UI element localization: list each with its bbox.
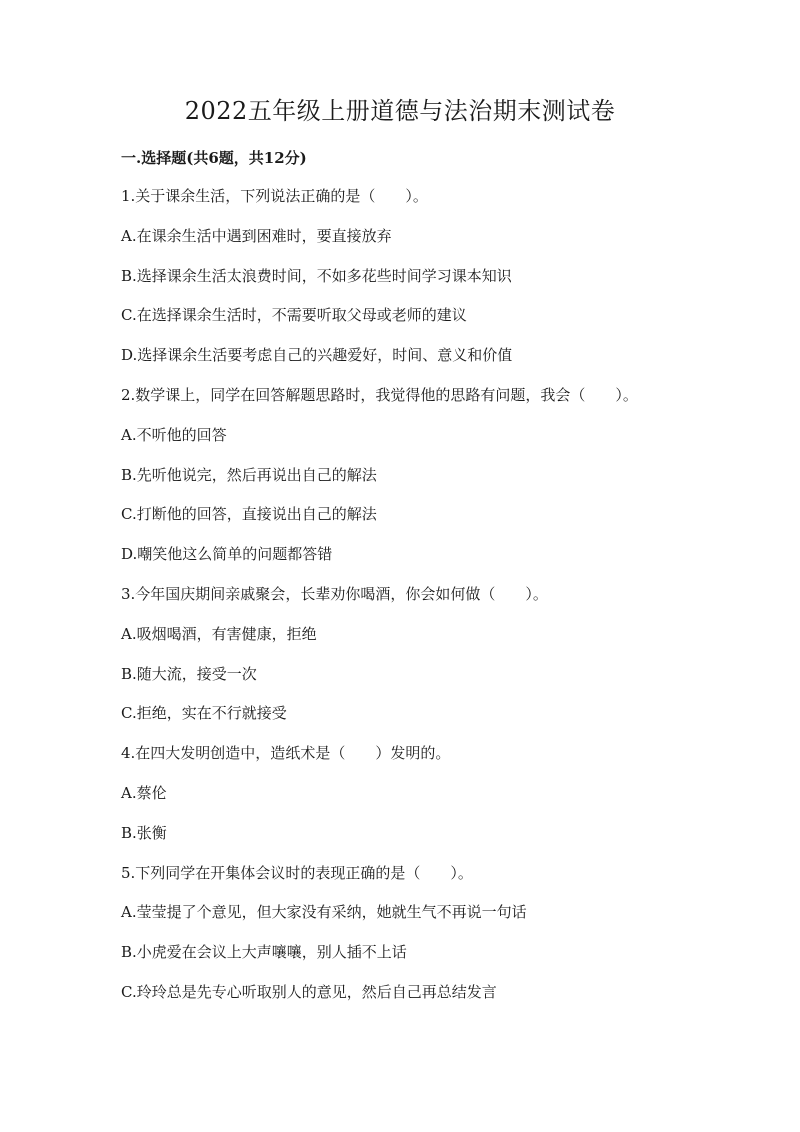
question-1-option-a: A.在课余生活中遇到困难时，要直接放弃 [121, 226, 392, 245]
question-5-option-a: A.莹莹提了个意见，但大家没有采纳，她就生气不再说一句话 [121, 903, 527, 922]
question-2-option-c: C.打断他的回答，直接说出自己的解法 [121, 505, 377, 524]
question-1: 1.关于课余生活，下列说法正确的是（ ）。 [121, 187, 428, 205]
section-heading: 一.选择题(共6题，共12分) [121, 149, 307, 167]
question-2: 2.数学课上，同学在回答解题思路时，我觉得他的思路有问题，我会（ ）。 [121, 385, 638, 404]
question-4-option-b: B.张衡 [121, 823, 167, 842]
question-list [121, 184, 741, 1020]
question-2-option-d: D.嘲笑他这么简单的问题都答错 [121, 545, 333, 564]
question-3-option-b: B.随大流，接受一次 [121, 664, 257, 683]
question-4-option-a: A.蔡伦 [121, 783, 167, 802]
question-5-option-c: C.玲玲总是先专心听取别人的意见，然后自己再总结发言 [121, 982, 497, 1001]
exam-title: 2022五年级上册道德与法治期末测试卷 [184, 97, 616, 125]
question-1-option-b: B.选择课余生活太浪费时间，不如多花些时间学习课本知识 [121, 266, 512, 285]
question-5: 5.下列同学在开集体会议时的表现正确的是（ ）。 [121, 863, 473, 882]
question-3: 3.今年国庆期间亲戚聚会，长辈劝你喝酒，你会如何做（ ）。 [121, 584, 548, 603]
question-2-option-b: B.先听他说完，然后再说出自己的解法 [121, 465, 377, 484]
question-5-option-b: B.小虎爱在会议上大声嚷嚷，别人插不上话 [121, 943, 407, 962]
question-4: 4.在四大发明创造中，造纸术是（ ）发明的。 [121, 744, 451, 763]
question-1-option-d: D.选择课余生活要考虑自己的兴趣爱好，时间、意义和价值 [121, 346, 513, 365]
question-3-option-a: A.吸烟喝酒，有害健康，拒绝 [121, 624, 317, 643]
question-3-option-c: C.拒绝，实在不行就接受 [121, 704, 287, 723]
question-1-option-c: C.在选择课余生活时，不需要听取父母或老师的建议 [121, 306, 467, 325]
question-2-option-a: A.不听他的回答 [121, 425, 227, 444]
